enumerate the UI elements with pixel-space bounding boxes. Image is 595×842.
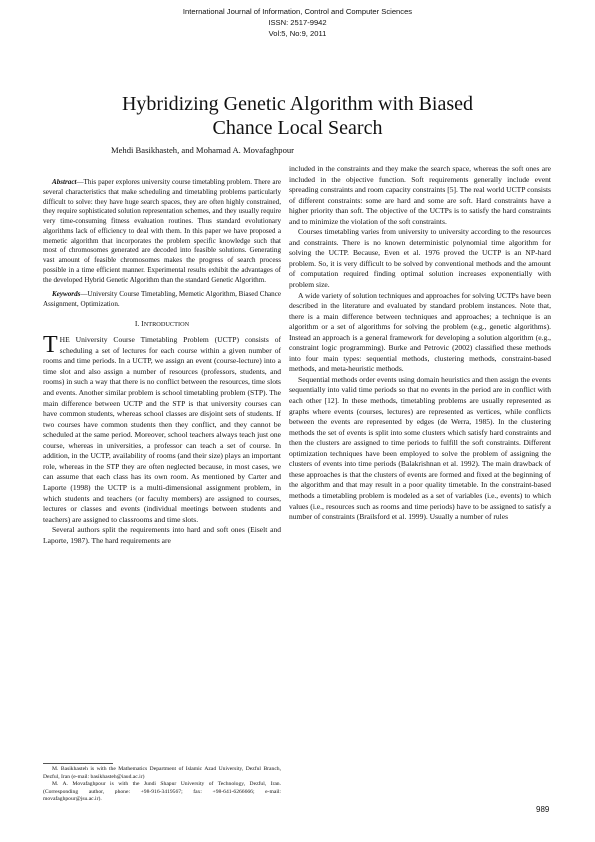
body-paragraph-2: Courses timetabling varies from university to university according to the resources and constraints. There is no known deterministic polynomial time algorithm for solving the UCTP. Because, Even et al. 1976 proved the UCTP is an NP-hard problem. So, it is very difficult to be solved by conventional methods and the amount of computation required finding optimal solution increases exponentially with problem size. [289,227,551,290]
issn: ISSN: 2517-9942 [268,18,327,27]
intro-paragraph-1-text: HE University Course Timetabling Problem (UCTP) consists of scheduling a set of lectures for each course within a given number of rooms and time periods. In a UCTP, we assign an event (course-lecture) into a time slot and also assign a number of resources (professors, students, and rooms) in such a way that there is no conflict between the resources, time slots and events. Another similar problem is school timetabling problem (STP). The main difference between UCTP and the STP is that university courses can have common students, whereas school classes are disjoint sets of students. If two courses have common students then they conflict, and they cannot be scheduled at the same period. Moreover, school teachers always teach just one course, whereas in universities, a professor can teach a set of course. In addition, in the UCTP, availability of rooms (and their size) plays an important role, whereas in the STP they are often neglected because, in most cases, we can assume that each class has its own room. As mentioned by Carter and Laporte (1998) the UCTP is a multi-dimensional assignment problem, in which students and teachers (or faculty members) are assigned to courses, lectures or classes and events (individual meetings between students and teachers) are assigned to classrooms and time slots. [43,335,281,524]
title-line-1: Hybridizing Genetic Algorithm with Biased [121,93,474,115]
footnote-rule [43,763,113,764]
abstract [43,178,281,285]
right-column [289,164,551,523]
drop-cap: T [43,332,58,359]
volume-issue: Vol:5, No:9, 2011 [268,29,327,38]
journal-header [0,6,595,39]
paper-title [40,92,555,140]
intro-paragraph-1 [43,332,281,525]
footnote-author-2: M. A. Movafaghpour is with the Jundi Shapur University of Technology, Dezful, Iran. (Corresponding author, phone: +98-916-3419567; fax: +98-641-6266666; e-mail: movafaghpour@jsu.ac.ir). [43,781,281,803]
section-title: NTRODUCTION [143,320,190,328]
journal-name: International Journal of Information, Control and Computer Sciences [182,7,413,16]
section-number: I. I [134,318,144,328]
footnote-author-1: M. Basikhasteh is with the Mathematics Department of Islamic Azad University, Dezful Branch, Dezful, Iran (e-mail: basikhasteh@iaud.ac.ir) [43,766,281,780]
body-paragraph-4: Sequential methods order events using domain heuristics and then assign the events sequentially into valid time periods so that no events in the period are in conflict with each other [12]. In these methods, timetabling problems are usually represented as graphs where events (courses, lectures) are represented as vertices, while conflicts between the events are represented by edges (de Werra, 1985). In the clustering methods the set of events is split into some clusters which satisfy hard constraints and then the clusters are assigned to time periods to fulfill the soft constraints. Different optimization techniques have been employed to solve the problem of assigning the clusters of events into time periods (Balakrishnan et al. 1992). The main drawback of these approaches is that the clusters of events are formed and fixed at the beginning of the algorithm and that may result in a poor quality timetable. In the constraint-based methods a timetabling problem is modeled as a set of variables (i.e., events) to which values (i.e., resources such as rooms and time periods) have to be assigned to satisfy a number of constraints (Brailsford et al. 1999). Usually a number of rules [289,374,551,522]
keywords-label: Keywords [52,290,81,299]
section-heading-introduction [43,319,281,331]
authors: Mehdi Basikhasteh, and Mohamad A. Movafaghpour [110,145,295,155]
title-line-2: Chance Local Search [212,117,383,139]
footnotes [43,763,281,804]
keywords-text: —University Course Timetabling, Memetic Algorithm, Biased Chance Assignment, Optimization. [43,290,281,308]
abstract-text: —This paper explores university course timetabling problem. There are several characteristics that make scheduling and timetabling problems particularly difficult to solve: they have huge search spaces, they are often highly constrained, they require sophisticated solution representation schemes, and they usually require very time-consuming fitness evaluation routines. Thus standard evolutionary algorithms lack of efficiency to deal with them. In this paper we have proposed a memetic algorithm that incorporates the problem specific knowledge such that most of chromosomes generated are decoded into feasible solutions. Generating vast amount of feasible chromosomes makes the progress of search process possible in a time efficient manner. Experimental results exhibit the advantages of the developed Hybrid Genetic Algorithm than the standard Genetic Algorithm. [43,178,281,284]
body-paragraph-1: included in the constraints and they make the search space, whereas the soft ones are included in the objective function. Soft requirements generally include event spreading constraints and room capacity constraints [5]. The real world UCTP consists of different constraints: some are hard and some are soft. Hard constraints have a higher priority than soft. The objective of the UCTPs is to satisfy the hard constraints and to minimize the violation of the soft constraints. [289,164,551,226]
keywords [43,290,281,310]
left-column [43,178,281,546]
intro-paragraph-2: Several authors split the requirements into hard and soft ones (Eiselt and Laporte, 1987). The hard requirements are [43,525,281,545]
page-number: 989 [536,805,550,814]
body-paragraph-3: A wide variety of solution techniques and approaches for solving UCTPs have been described in the literature and evaluated by standard problem instances. Note that, there is a main difference between techniques and approaches; a technique is an algorithm or a set of algorithms for solving the problem (e.g., genetic algorithms). Instead an approach is a general framework for developing a solution algorithm (e.g., constraint logic programming). Burke and Petrovic (2002) classified these methods into four main types: sequential methods, clustering methods, constraint-based methods, and meta-heuristic methods. [289,290,551,374]
abstract-label: Abstract [52,178,77,186]
